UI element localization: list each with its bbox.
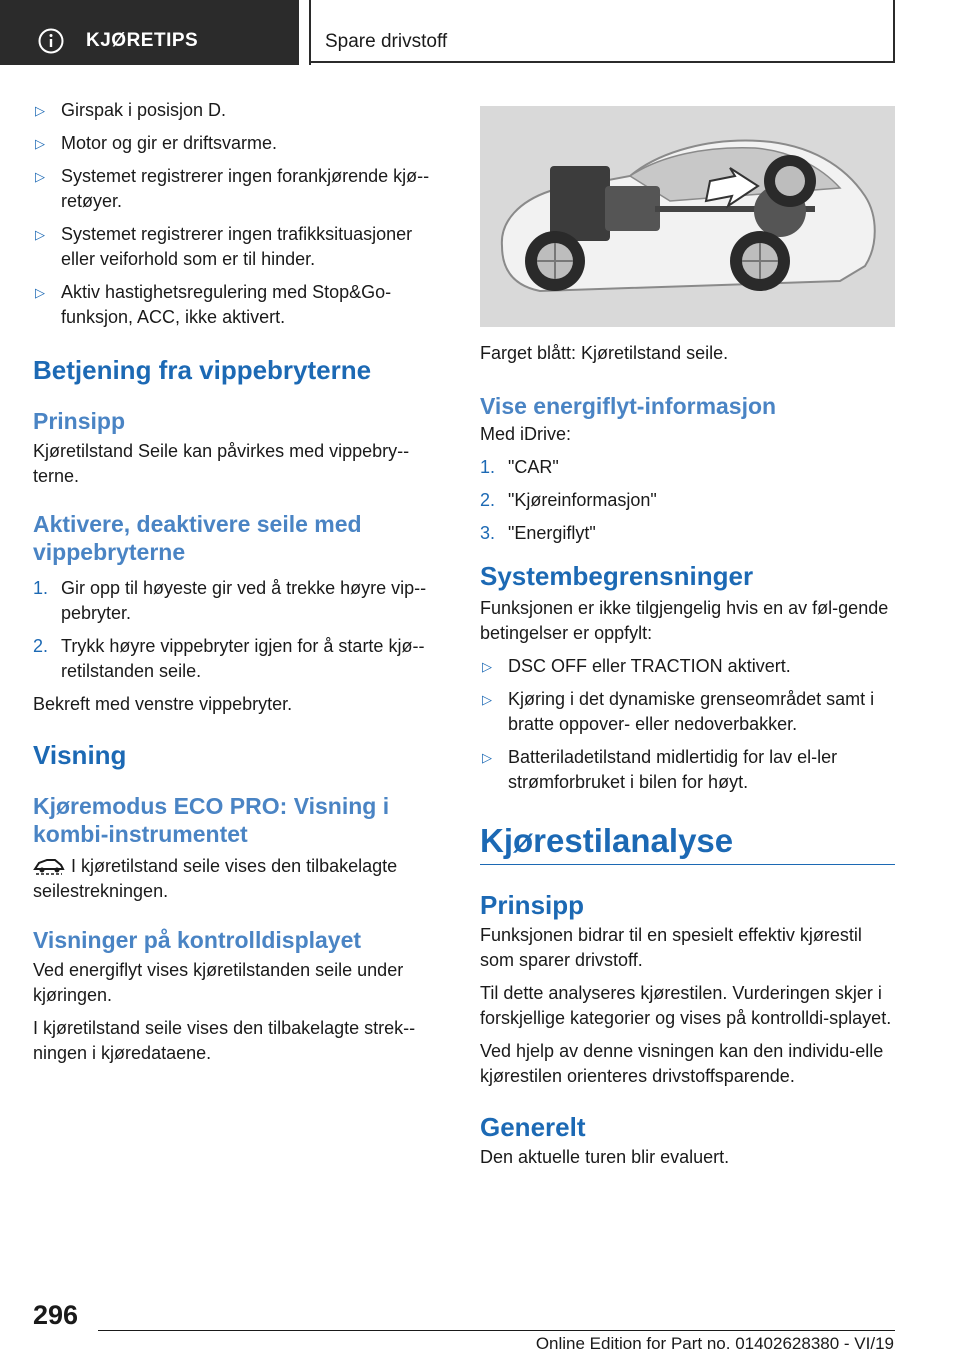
eco-pro-car-icon [33, 855, 65, 875]
list-item: 1. Gir opp til høyeste gir ved å trekke høyre vip-pebryter. [33, 578, 427, 623]
page-number: 296 [33, 1300, 79, 1330]
paragraph-prinsipp-2c: Ved hjelp av denne visningen kan den individu-elle kjørestilen orienteres drivstoffsparende. [480, 1041, 884, 1086]
paragraph-bekreft: Bekreft med venstre vippebryter. [33, 694, 293, 714]
heading-systembegrensninger: Systembegrensninger [480, 561, 754, 591]
car-illustration-icon [480, 106, 895, 327]
heading-divider [480, 864, 895, 865]
heading-vise-energiflyt: Vise energiflyt-informasjon [480, 393, 777, 419]
heading-visning: Visning [33, 740, 127, 770]
list-item: ▷ Motor og gir er driftsvarme. [33, 131, 445, 156]
heading-kjorestilanalyse: Kjørestilanalyse [480, 822, 734, 859]
paragraph-visninger-1: Ved energiflyt vises kjøretilstanden seile under kjøringen. [33, 960, 404, 1005]
paragraph-generelt: Den aktuelle turen blir evaluert. [480, 1147, 730, 1167]
list-item: ▷ Batteriladetilstand midlertidig for lav el-ler strømforbruket i bilen for høyt. [482, 747, 838, 792]
triangle-bullet-icon: ▷ [35, 103, 45, 118]
triangle-bullet-icon: ▷ [35, 136, 45, 151]
paragraph-kjoremodus: I kjøretilstand seile vises den tilbakelagte seilestrekningen. [33, 856, 398, 901]
triangle-bullet-icon: ▷ [482, 750, 492, 765]
heading-prinsipp: Prinsipp [33, 408, 126, 434]
list-item: ▷ Kjøring i det dynamiske grenseområdet samt i bratte oppover- eller nedoverbakker. [482, 689, 875, 734]
heading-kjoremodus: Kjøremodus ECO PRO: Visning i kombi-instrumentet [33, 793, 390, 847]
list-item: ▷ Aktiv hastighetsregulering med Stop&Go-funksjon, ACC, ikke aktivert. [35, 282, 392, 327]
triangle-bullet-icon: ▷ [482, 692, 492, 707]
list-item: 2. Trykk høyre vippebryter igjen for å starte kjø-retilstanden seile. [33, 636, 425, 681]
edition-footer: Online Edition for Part no. 01402628380 - VI/19 [535, 1334, 894, 1353]
page-topic: Spare drivstoff [325, 31, 448, 52]
heading-aktivere: Aktivere, deaktivere seile med vippebryterne [33, 511, 362, 565]
condition-list [33, 98, 445, 330]
list-item: ▷ Systemet registrerer ingen trafikksituasjoner eller veiforhold som er til hinder. [35, 224, 413, 269]
section-label: KJØRETIPS [86, 30, 199, 51]
triangle-bullet-icon: ▷ [35, 227, 45, 242]
list-item: 1. "CAR" [480, 457, 559, 477]
page-topic-box [311, 0, 895, 63]
heading-generelt: Generelt [480, 1112, 586, 1142]
car-energy-flow-illustration [480, 106, 895, 327]
paragraph-system: Funksjonen er ikke tilgjengelig hvis en av føl-gende betingelser er oppfylt: [480, 598, 889, 643]
figure-caption: Farget blått: Kjøretilstand seile. [480, 343, 729, 363]
footer-divider [98, 1330, 895, 1331]
limitation-list [480, 654, 895, 795]
heading-visninger: Visninger på kontrolldisplayet [33, 927, 362, 953]
paragraph-prinsipp-2b: Til dette analyseres kjørestilen. Vurderingen skjer i forskjellige kategorier og vises på kontrolldi-splayet. [480, 983, 892, 1028]
paragraph-visninger-2: I kjøretilstand seile vises den tilbakelagte strek-ningen i kjøredataene. [33, 1018, 416, 1063]
list-item: ▷ Systemet registrerer ingen forankjørende kjø-retøyer. [35, 166, 430, 211]
left-column [33, 98, 445, 1066]
info-icon [38, 28, 64, 54]
menu-step-list [480, 455, 895, 546]
list-item: 3. "Energiflyt" [480, 523, 596, 543]
paragraph-prinsipp-2a: Funksjonen bidrar til en spesielt effektiv kjørestil som sparer drivstoff. [480, 925, 862, 970]
triangle-bullet-icon: ▷ [35, 285, 45, 300]
list-item: ▷ DSC OFF eller TRACTION aktivert. [480, 654, 895, 679]
right-column [480, 106, 895, 1170]
section-tab [0, 0, 299, 65]
list-item: 2. "Kjøreinformasjon" [480, 490, 657, 510]
heading-betjening: Betjening fra vippebryterne [33, 355, 372, 385]
triangle-bullet-icon: ▷ [35, 169, 45, 184]
heading-prinsipp-2: Prinsipp [480, 890, 585, 920]
triangle-bullet-icon: ▷ [482, 659, 492, 674]
paragraph-idrive: Med iDrive: [480, 424, 572, 444]
step-list [33, 576, 445, 684]
paragraph-prinsipp: Kjøretilstand Seile kan påvirkes med vippebry-terne. [33, 441, 410, 486]
list-item: ▷ Girspak i posisjon D. [33, 98, 445, 123]
